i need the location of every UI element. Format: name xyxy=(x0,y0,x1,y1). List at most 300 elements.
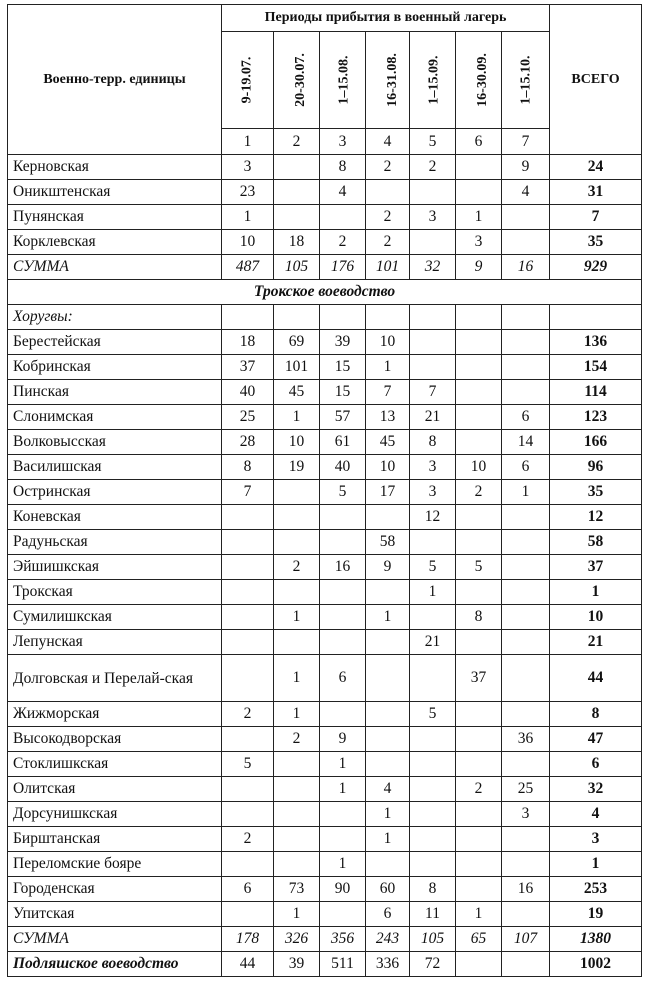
period-value xyxy=(502,505,550,530)
period-value: 2 xyxy=(274,727,320,752)
period-value xyxy=(410,355,456,380)
period-value: 15 xyxy=(320,380,366,405)
period-value: 72 xyxy=(410,952,456,977)
section-row xyxy=(8,280,642,305)
period-value: 5 xyxy=(222,752,274,777)
period-value xyxy=(274,180,320,205)
period-value xyxy=(222,902,274,927)
period-value xyxy=(222,605,274,630)
period-value xyxy=(222,555,274,580)
table-row xyxy=(8,530,642,555)
period-value xyxy=(320,530,366,555)
row-total: 35 xyxy=(550,480,642,505)
row-total: 12 xyxy=(550,505,642,530)
table-row xyxy=(8,480,642,505)
period-value: 10 xyxy=(366,330,410,355)
period-value: 1 xyxy=(410,580,456,605)
period-value: 39 xyxy=(320,330,366,355)
empty-cell xyxy=(320,305,366,330)
unit-name: Упитская xyxy=(8,902,222,927)
period-value: 2 xyxy=(410,155,456,180)
period-value: 1 xyxy=(274,405,320,430)
period-value: 73 xyxy=(274,877,320,902)
period-value: 7 xyxy=(410,380,456,405)
period-value xyxy=(274,530,320,555)
period-value: 511 xyxy=(320,952,366,977)
table-row xyxy=(8,877,642,902)
row-total: 10 xyxy=(550,605,642,630)
unit-name: Трокская xyxy=(8,580,222,605)
period-value: 1 xyxy=(456,902,502,927)
row-total: 136 xyxy=(550,330,642,355)
row-total: 123 xyxy=(550,405,642,430)
row-total: 8 xyxy=(550,702,642,727)
table-row xyxy=(8,455,642,480)
period-value xyxy=(366,180,410,205)
period-value: 12 xyxy=(410,505,456,530)
row-total: 929 xyxy=(550,255,642,280)
period-value: 45 xyxy=(274,380,320,405)
table-row xyxy=(8,852,642,877)
unit-name: Долговская и Перелай-ская xyxy=(8,655,222,702)
table-row xyxy=(8,205,642,230)
row-total: 1 xyxy=(550,852,642,877)
table-row xyxy=(8,380,642,405)
row-total: 3 xyxy=(550,827,642,852)
row-total: 1380 xyxy=(550,927,642,952)
period-value xyxy=(456,330,502,355)
period-value xyxy=(320,802,366,827)
table-row xyxy=(8,405,642,430)
unit-name: Высокодворская xyxy=(8,727,222,752)
unit-name: Василишская xyxy=(8,455,222,480)
period-value xyxy=(502,355,550,380)
empty-cell xyxy=(366,305,410,330)
period-value xyxy=(456,752,502,777)
period-value: 1 xyxy=(320,852,366,877)
row-total: 21 xyxy=(550,630,642,655)
period-value: 65 xyxy=(456,927,502,952)
period-value: 23 xyxy=(222,180,274,205)
period-value: 4 xyxy=(366,777,410,802)
period-value: 3 xyxy=(410,205,456,230)
period-value: 1 xyxy=(222,205,274,230)
row-total: 19 xyxy=(550,902,642,927)
period-value: 3 xyxy=(410,480,456,505)
period-value xyxy=(274,630,320,655)
period-value xyxy=(274,852,320,877)
period-value: 25 xyxy=(222,405,274,430)
period-value xyxy=(502,530,550,555)
period-value xyxy=(410,180,456,205)
period-value: 7 xyxy=(366,380,410,405)
period-index: 5 xyxy=(410,129,456,155)
period-value xyxy=(502,205,550,230)
period-value xyxy=(502,655,550,702)
period-value: 8 xyxy=(410,430,456,455)
period-value xyxy=(366,580,410,605)
census-table xyxy=(7,4,642,977)
empty-cell xyxy=(222,305,274,330)
period-value xyxy=(222,727,274,752)
period-value xyxy=(456,155,502,180)
subheader-row xyxy=(8,305,642,330)
period-value xyxy=(366,505,410,530)
period-value xyxy=(410,530,456,555)
period-value xyxy=(502,330,550,355)
table-row xyxy=(8,802,642,827)
period-value: 10 xyxy=(274,430,320,455)
period-value: 6 xyxy=(366,902,410,927)
row-total: 47 xyxy=(550,727,642,752)
period-value: 2 xyxy=(274,555,320,580)
empty-cell xyxy=(410,305,456,330)
period-value xyxy=(410,655,456,702)
period-value xyxy=(456,877,502,902)
row-total: 166 xyxy=(550,430,642,455)
table-row xyxy=(8,180,642,205)
table-row xyxy=(8,155,642,180)
period-value xyxy=(410,230,456,255)
period-value: 32 xyxy=(410,255,456,280)
period-value: 16 xyxy=(320,555,366,580)
period-value xyxy=(502,952,550,977)
period-value: 57 xyxy=(320,405,366,430)
period-value: 18 xyxy=(274,230,320,255)
row-total: 44 xyxy=(550,655,642,702)
period-value xyxy=(320,827,366,852)
total-header: ВСЕГО xyxy=(550,5,642,155)
period-value: 1 xyxy=(456,205,502,230)
period-value xyxy=(456,405,502,430)
period-value: 1 xyxy=(502,480,550,505)
period-value xyxy=(274,205,320,230)
unit-name: Сумилишкская xyxy=(8,605,222,630)
period-value: 9 xyxy=(502,155,550,180)
period-value: 19 xyxy=(274,455,320,480)
period-value xyxy=(222,852,274,877)
unit-name: Лепунская xyxy=(8,630,222,655)
period-value: 15 xyxy=(320,355,366,380)
period-value: 58 xyxy=(366,530,410,555)
period-value: 176 xyxy=(320,255,366,280)
period-value: 336 xyxy=(366,952,410,977)
period-value xyxy=(274,580,320,605)
period-value: 6 xyxy=(222,877,274,902)
table-row xyxy=(8,555,642,580)
period-value: 61 xyxy=(320,430,366,455)
period-value: 40 xyxy=(320,455,366,480)
period-value xyxy=(456,727,502,752)
period-value: 16 xyxy=(502,877,550,902)
period-value: 2 xyxy=(366,155,410,180)
period-value: 16 xyxy=(502,255,550,280)
period-value xyxy=(456,530,502,555)
unit-name: Слонимская xyxy=(8,405,222,430)
period-value xyxy=(274,777,320,802)
period-value xyxy=(456,827,502,852)
row-total: 58 xyxy=(550,530,642,555)
period-value xyxy=(366,630,410,655)
row-total: 1002 xyxy=(550,952,642,977)
period-value: 1 xyxy=(320,752,366,777)
period-value xyxy=(502,230,550,255)
table-row xyxy=(8,727,642,752)
row-total: 154 xyxy=(550,355,642,380)
unit-name: Корклевская xyxy=(8,230,222,255)
period-value xyxy=(456,852,502,877)
period-value: 5 xyxy=(320,480,366,505)
period-value: 243 xyxy=(366,927,410,952)
period-value xyxy=(222,655,274,702)
period-value xyxy=(456,430,502,455)
empty-cell xyxy=(502,305,550,330)
period-value: 2 xyxy=(222,827,274,852)
table-row xyxy=(8,655,642,702)
period-value xyxy=(320,605,366,630)
period-value: 107 xyxy=(502,927,550,952)
unit-name: Оникштенская xyxy=(8,180,222,205)
unit-name: Керновская xyxy=(8,155,222,180)
table-row xyxy=(8,827,642,852)
unit-name: Коневская xyxy=(8,505,222,530)
table-row xyxy=(8,902,642,927)
unit-name: Берестейская xyxy=(8,330,222,355)
period-value xyxy=(410,752,456,777)
period-value: 326 xyxy=(274,927,320,952)
khorugvy-label: Хоругвы: xyxy=(8,305,222,330)
row-total: 31 xyxy=(550,180,642,205)
period-value: 28 xyxy=(222,430,274,455)
unit-name: Волковысская xyxy=(8,430,222,455)
period-value: 1 xyxy=(274,702,320,727)
period-value xyxy=(502,702,550,727)
sum-row xyxy=(8,927,642,952)
period-value: 4 xyxy=(320,180,366,205)
period-value: 36 xyxy=(502,727,550,752)
period-value xyxy=(366,752,410,777)
period-value xyxy=(320,702,366,727)
period-value xyxy=(320,630,366,655)
period-value xyxy=(366,727,410,752)
table-row xyxy=(8,230,642,255)
period-value: 39 xyxy=(274,952,320,977)
period-value: 60 xyxy=(366,877,410,902)
period-header: 16-30.09. xyxy=(456,32,502,129)
period-value xyxy=(456,702,502,727)
period-value: 3 xyxy=(502,802,550,827)
row-total: 24 xyxy=(550,155,642,180)
period-header: 1–15.09. xyxy=(410,32,456,129)
period-value: 14 xyxy=(502,430,550,455)
row-total: 35 xyxy=(550,230,642,255)
period-value xyxy=(410,605,456,630)
period-value xyxy=(274,827,320,852)
period-value: 2 xyxy=(222,702,274,727)
period-header: 16-31.08. xyxy=(366,32,410,129)
period-value xyxy=(274,155,320,180)
period-index: 2 xyxy=(274,129,320,155)
unit-name: СУММА xyxy=(8,255,222,280)
period-value: 44 xyxy=(222,952,274,977)
period-value: 11 xyxy=(410,902,456,927)
period-value: 6 xyxy=(502,455,550,480)
period-index: 6 xyxy=(456,129,502,155)
period-value xyxy=(410,727,456,752)
unit-name: Дорсунишкская xyxy=(8,802,222,827)
period-value xyxy=(410,827,456,852)
row-total: 37 xyxy=(550,555,642,580)
table-body xyxy=(8,155,642,977)
period-value: 5 xyxy=(410,702,456,727)
period-header: 20-30.07. xyxy=(274,32,320,129)
period-value xyxy=(456,802,502,827)
period-value xyxy=(502,630,550,655)
units-header: Военно-терр. единицы xyxy=(8,5,222,155)
period-value: 178 xyxy=(222,927,274,952)
row-total: 1 xyxy=(550,580,642,605)
empty-cell xyxy=(456,305,502,330)
table-row xyxy=(8,430,642,455)
table-row xyxy=(8,630,642,655)
period-value: 2 xyxy=(456,480,502,505)
period-value: 356 xyxy=(320,927,366,952)
table-row xyxy=(8,702,642,727)
table-row xyxy=(8,330,642,355)
period-value: 13 xyxy=(366,405,410,430)
period-value: 40 xyxy=(222,380,274,405)
period-value: 105 xyxy=(274,255,320,280)
period-value: 10 xyxy=(456,455,502,480)
final-row xyxy=(8,952,642,977)
period-value xyxy=(502,752,550,777)
period-value xyxy=(502,380,550,405)
period-index: 1 xyxy=(222,129,274,155)
period-value: 487 xyxy=(222,255,274,280)
period-value: 1 xyxy=(366,827,410,852)
period-value: 10 xyxy=(366,455,410,480)
period-value xyxy=(366,655,410,702)
row-total: 6 xyxy=(550,752,642,777)
period-value xyxy=(320,902,366,927)
period-value: 2 xyxy=(456,777,502,802)
period-value: 8 xyxy=(456,605,502,630)
period-value xyxy=(222,505,274,530)
unit-name: СУММА xyxy=(8,927,222,952)
period-value: 9 xyxy=(456,255,502,280)
period-value xyxy=(274,752,320,777)
empty-cell xyxy=(550,305,642,330)
period-value: 101 xyxy=(366,255,410,280)
period-value xyxy=(222,802,274,827)
period-value: 3 xyxy=(410,455,456,480)
table-row xyxy=(8,605,642,630)
period-value: 21 xyxy=(410,630,456,655)
period-value: 3 xyxy=(456,230,502,255)
period-value: 101 xyxy=(274,355,320,380)
section-title: Трокское воеводство xyxy=(8,280,642,305)
period-value: 37 xyxy=(222,355,274,380)
period-value xyxy=(502,827,550,852)
period-value: 1 xyxy=(274,605,320,630)
period-value xyxy=(502,605,550,630)
period-value xyxy=(410,852,456,877)
period-value: 1 xyxy=(274,902,320,927)
empty-cell xyxy=(274,305,320,330)
table-row xyxy=(8,580,642,605)
period-value xyxy=(456,180,502,205)
table-row xyxy=(8,505,642,530)
period-value xyxy=(502,852,550,877)
period-value: 37 xyxy=(456,655,502,702)
sum-row xyxy=(8,255,642,280)
period-index: 4 xyxy=(366,129,410,155)
period-value: 1 xyxy=(274,655,320,702)
unit-name: Пунянская xyxy=(8,205,222,230)
period-value: 17 xyxy=(366,480,410,505)
period-header: 1–15.10. xyxy=(502,32,550,129)
period-value: 10 xyxy=(222,230,274,255)
period-header: 9-19.07. xyxy=(222,32,274,129)
period-value xyxy=(222,630,274,655)
period-value xyxy=(222,530,274,555)
period-value: 69 xyxy=(274,330,320,355)
period-value: 105 xyxy=(410,927,456,952)
period-value: 9 xyxy=(320,727,366,752)
period-value: 4 xyxy=(502,180,550,205)
period-value xyxy=(366,702,410,727)
period-value xyxy=(222,777,274,802)
table-row xyxy=(8,777,642,802)
period-value xyxy=(410,777,456,802)
row-total: 114 xyxy=(550,380,642,405)
period-value: 90 xyxy=(320,877,366,902)
period-value: 7 xyxy=(222,480,274,505)
period-value xyxy=(456,380,502,405)
period-value: 5 xyxy=(456,555,502,580)
period-value: 2 xyxy=(366,205,410,230)
period-value: 9 xyxy=(366,555,410,580)
period-value xyxy=(502,555,550,580)
row-total: 96 xyxy=(550,455,642,480)
period-value: 8 xyxy=(320,155,366,180)
period-value: 8 xyxy=(410,877,456,902)
period-value: 1 xyxy=(320,777,366,802)
period-value xyxy=(274,480,320,505)
table-row xyxy=(8,355,642,380)
period-value: 45 xyxy=(366,430,410,455)
unit-name: Подляшское воеводство xyxy=(8,952,222,977)
period-header: 1–15.08. xyxy=(320,32,366,129)
period-value: 1 xyxy=(366,802,410,827)
unit-name: Бирштанская xyxy=(8,827,222,852)
period-value xyxy=(502,580,550,605)
period-value: 6 xyxy=(320,655,366,702)
period-value xyxy=(502,902,550,927)
period-value xyxy=(320,205,366,230)
row-total: 253 xyxy=(550,877,642,902)
period-value xyxy=(410,802,456,827)
unit-name: Пинская xyxy=(8,380,222,405)
row-total: 4 xyxy=(550,802,642,827)
period-value: 2 xyxy=(320,230,366,255)
period-value: 5 xyxy=(410,555,456,580)
unit-name: Эйшишкская xyxy=(8,555,222,580)
unit-name: Олитская xyxy=(8,777,222,802)
period-value: 6 xyxy=(502,405,550,430)
table-row xyxy=(8,752,642,777)
unit-name: Остринская xyxy=(8,480,222,505)
